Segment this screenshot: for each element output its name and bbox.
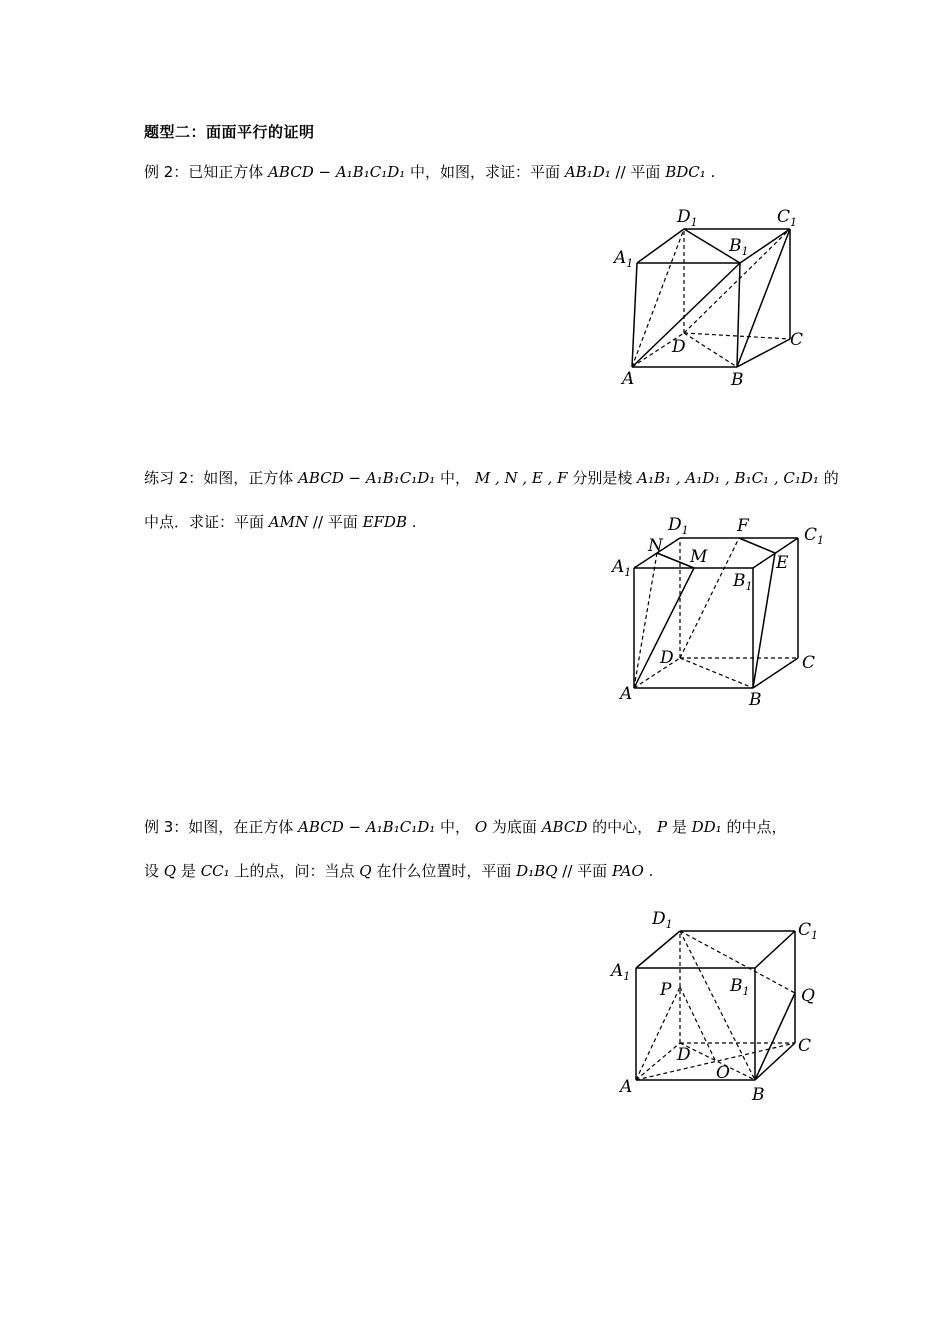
label-p: P (660, 980, 672, 1000)
label-a: A (620, 1077, 633, 1097)
label-d1: $D_1$ (652, 909, 673, 931)
label-o: O (716, 1063, 730, 1083)
label-d: D (660, 648, 674, 668)
label-b: B (749, 690, 762, 710)
label-f: F (737, 516, 749, 536)
label-c: C (790, 330, 804, 350)
example3-statement-line2: 设 Q 是 CC₁ 上的点，问：当点 Q 在什么位置时，平面 D₁BQ // 平面 PAO . (144, 862, 654, 880)
label-b: B (752, 1085, 765, 1105)
label-a: A (620, 684, 633, 704)
label-e: E (776, 553, 789, 573)
label-n: N (648, 536, 663, 556)
label-b1: $B_1$ (729, 236, 749, 258)
label-q: Q (801, 986, 815, 1006)
plane-pao: PAO (611, 862, 644, 880)
label-c1: $C_1$ (798, 920, 819, 942)
label-m: M (690, 547, 708, 567)
label-a1: $A_1$ (611, 961, 631, 983)
example3-statement-line1: 例 3：如图，在正方体 ABCD − A₁B₁C₁D₁ 中， O 为底面 ABCD 的中心， P 是 DD₁ 的中点， (144, 818, 787, 836)
cube-name: ABCD − A₁B₁C₁D₁ (268, 163, 406, 181)
section-title: 题型二：面面平行的证明 (144, 123, 315, 141)
figure-cube-3 (605, 900, 830, 1110)
figure-cube-1 (605, 200, 815, 395)
practice2-statement-line1: 练习 2：如图，正方体 ABCD − A₁B₁C₁D₁ 中， M , N , E , F 分别是棱 A₁B₁ , A₁D₁ , B₁C₁ , C₁D₁ 的 (144, 469, 839, 487)
label-c: C (802, 653, 816, 673)
label-c1: $C_1$ (777, 207, 798, 229)
label-d1: $D_1$ (668, 515, 689, 537)
label-a1: $A_1$ (612, 557, 632, 579)
label-d: D (672, 337, 686, 357)
example2-statement: 例 2：已知正方体 ABCD − A₁B₁C₁D₁ 中，如图，求证：平面 AB₁D₁ // 平面 BDC₁ . (144, 163, 716, 181)
label-c1: $C_1$ (804, 525, 825, 547)
label-a: A (622, 369, 635, 389)
label-d1: $D_1$ (677, 207, 698, 229)
plane-efdb: EFDB (362, 513, 407, 531)
figure-cube-2 (605, 510, 830, 710)
points-mnef: M , N , E , F (474, 469, 568, 487)
label-b: B (731, 370, 744, 390)
practice2-statement-line2: 中点．求证：平面 AMN // 平面 EFDB . (144, 513, 417, 531)
edges-list: A₁B₁ , A₁D₁ , B₁C₁ , C₁D₁ (637, 469, 819, 487)
label-d: D (677, 1045, 691, 1065)
plane-bdc1: BDC₁ (665, 163, 706, 181)
label-c: C (798, 1036, 812, 1056)
label-b1: $B_1$ (733, 571, 753, 593)
plane-ab1d1: AB₁D₁ (564, 163, 611, 181)
plane-amn: AMN (268, 513, 309, 531)
label-b1: $B_1$ (730, 976, 750, 998)
plane-d1bq: D₁BQ (516, 862, 558, 880)
label-a1: $A_1$ (614, 248, 634, 270)
